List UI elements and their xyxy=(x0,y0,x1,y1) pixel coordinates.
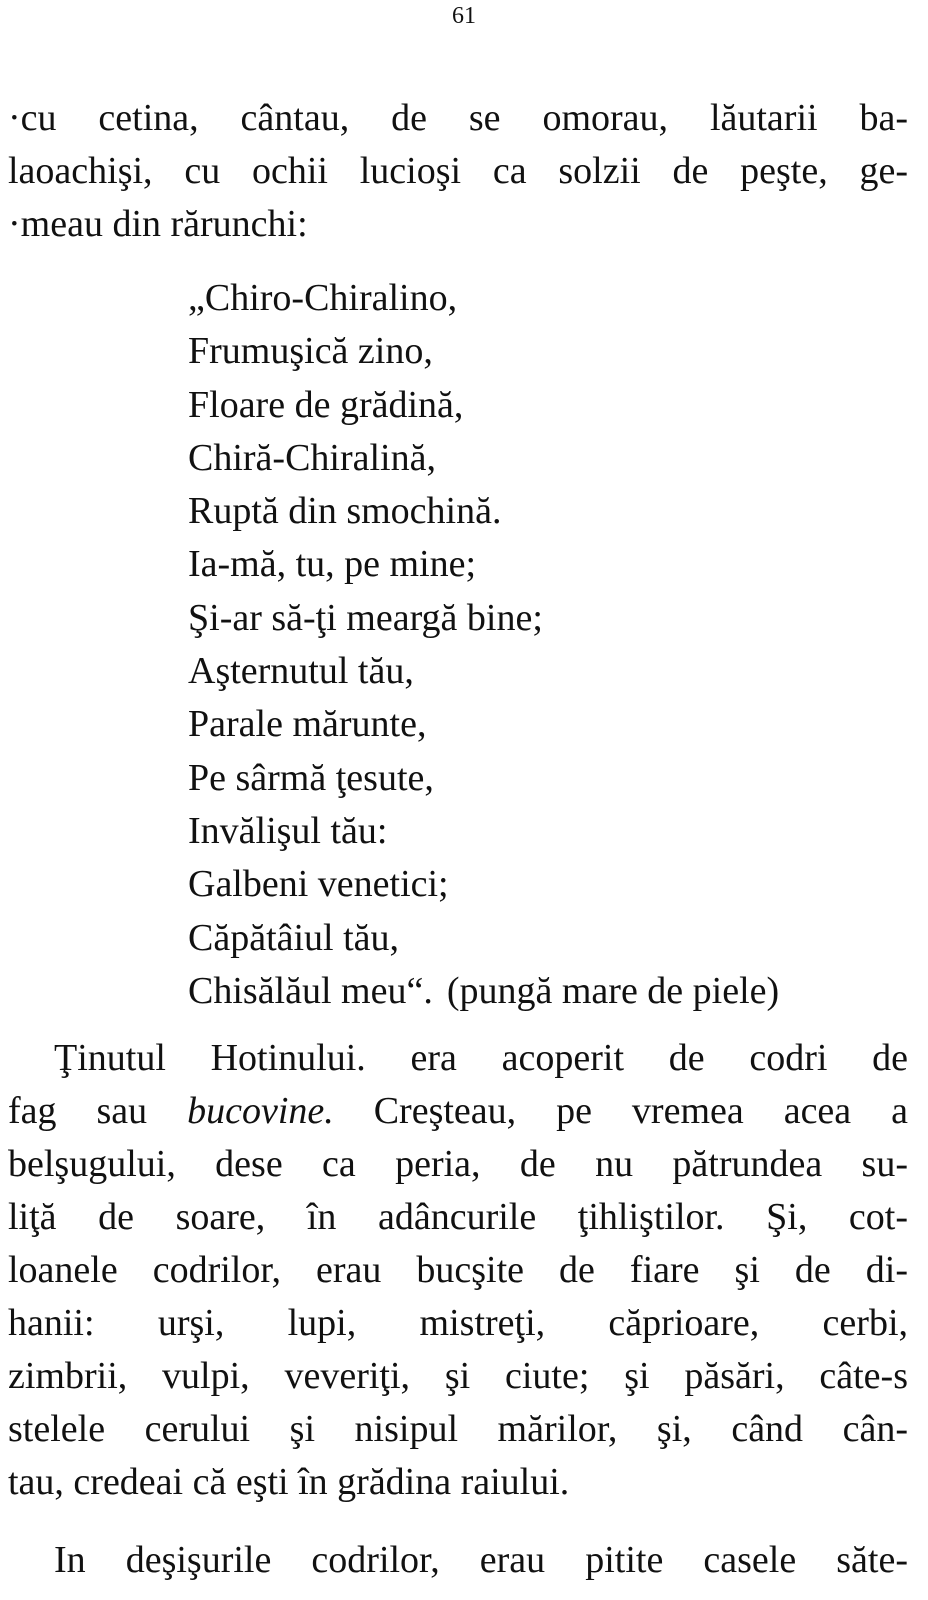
poem-verse: Chiră-Chiralină, xyxy=(188,436,436,479)
text-line: belşugului, dese ca peria, de nu pătrundea su- xyxy=(8,1143,908,1185)
poem-verse: Căpătâiul tău, xyxy=(188,916,400,959)
poem-verse: „Chiro-Chiralino, xyxy=(188,277,458,319)
paragraph-2 xyxy=(8,1032,908,1509)
text-line: hanii: urşi, lupi, mistreţi, căprioare, cerbi, xyxy=(8,1302,908,1344)
poem-verse: Ruptă din smochină. xyxy=(188,490,502,533)
text-line: stelele cerului şi nisipul mărilor, şi, când cân- xyxy=(8,1408,908,1450)
text-fragment: fag sau xyxy=(8,1090,188,1132)
poem-block xyxy=(188,272,779,1018)
text-line: tau, credeai că eşti în grădina raiului. xyxy=(8,1461,570,1503)
paragraph-3 xyxy=(8,1534,908,1587)
poem-verse: Şi-ar să-ţi meargă bine; xyxy=(188,596,543,639)
page-number: 61 xyxy=(452,3,476,29)
poem-verse: Chisălăul meu“. xyxy=(188,969,433,1012)
poem-verse: Pe sârmă ţesute, xyxy=(188,756,434,799)
text-line: loanele codrilor, erau bucşite de fiare şi de di- xyxy=(8,1249,908,1291)
poem-verse: Ia-mă, tu, pe mine; xyxy=(188,543,477,586)
text-line: ·meau din rărunchi: xyxy=(8,203,308,245)
text-line: liţă de soare, în adâncurile ţihliştilor. Şi, cot- xyxy=(8,1196,908,1238)
text-line: ·cu cetina, cântau, de se omorau, lăutarii ba- xyxy=(8,97,908,139)
poem-final-verse xyxy=(188,965,779,1018)
poem-verse: Aşternutul tău, xyxy=(188,650,414,693)
poem-verse: Floare de grădină, xyxy=(188,383,464,426)
text-line: In deşişurile codrilor, erau pitite casele săte- xyxy=(54,1539,908,1581)
text-line: zimbrii, vulpi, veveriţi, şi ciute; şi păsări, câte-s xyxy=(8,1355,908,1397)
poem-verse: Parale mărunte, xyxy=(188,703,427,746)
text-line: Ţinutul Hotinului. era acoperit de codri de xyxy=(54,1037,908,1079)
text-fragment: Creşteau, pe vremea acea a xyxy=(333,1090,908,1132)
poem-verse: Frumuşică zino, xyxy=(188,330,433,373)
text-line: laoachişi, cu ochii lucioşi ca solzii de peşte, ge- xyxy=(8,150,908,192)
poem-verse: Invălişul tău: xyxy=(188,809,388,852)
text-line xyxy=(8,1085,908,1138)
footnote-gloss: (pungă mare de piele) xyxy=(446,969,780,1012)
poem-verse: Galbeni venetici; xyxy=(188,863,449,906)
italic-term: bucovine. xyxy=(187,1090,334,1132)
intro-paragraph xyxy=(8,92,908,251)
